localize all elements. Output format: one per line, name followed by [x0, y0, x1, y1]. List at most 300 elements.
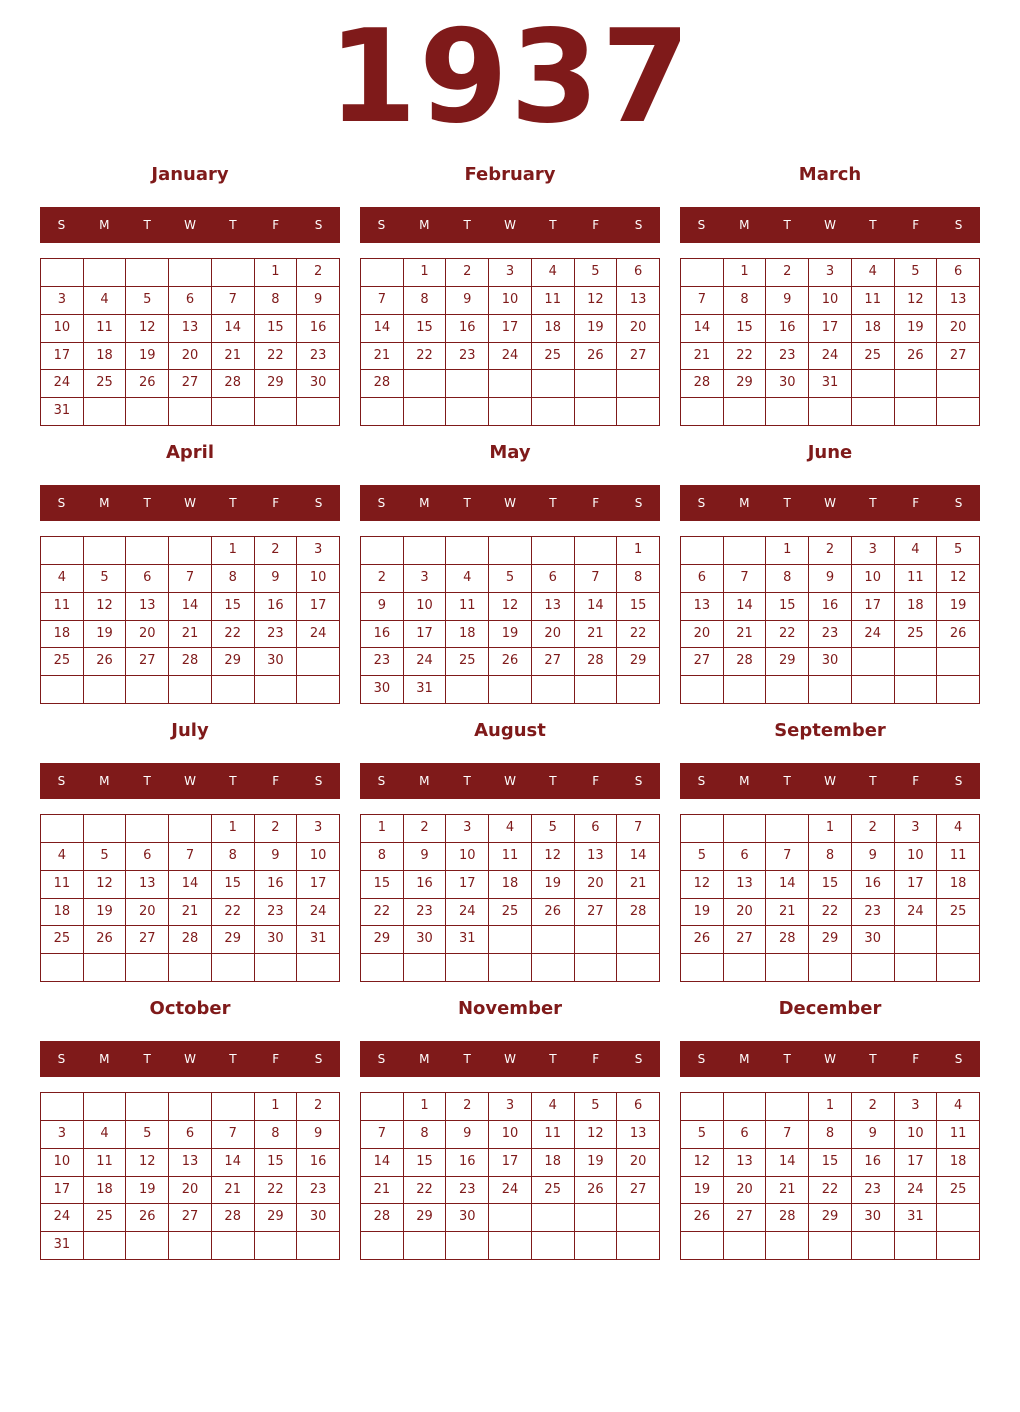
empty-day-cell — [126, 259, 169, 287]
empty-day-cell — [361, 1232, 404, 1260]
weekday-label: S — [634, 496, 643, 510]
day-cell: 12 — [575, 1121, 618, 1149]
empty-day-cell — [617, 1204, 660, 1232]
day-cell: 3 — [446, 815, 489, 843]
day-cell: 20 — [937, 315, 980, 343]
empty-day-cell — [766, 954, 809, 982]
empty-day-cell — [895, 676, 938, 704]
empty-day-cell — [937, 648, 980, 676]
weekday-label: T — [549, 218, 557, 232]
weekday-label: T — [869, 218, 877, 232]
day-cell: 25 — [446, 648, 489, 676]
month-name: November — [457, 998, 563, 1019]
weekday-label: S — [314, 496, 323, 510]
empty-day-cell — [852, 954, 895, 982]
day-cell: 9 — [446, 1121, 489, 1149]
day-cell: 30 — [404, 926, 447, 954]
empty-day-cell — [255, 1232, 298, 1260]
day-cell: 7 — [766, 1121, 809, 1149]
day-cell: 3 — [895, 815, 938, 843]
empty-day-cell — [766, 815, 809, 843]
empty-day-cell — [489, 370, 532, 398]
day-cell: 17 — [41, 1177, 84, 1205]
day-cell: 20 — [532, 621, 575, 649]
day-cell: 29 — [724, 370, 767, 398]
day-cell: 1 — [404, 259, 447, 287]
day-cell: 5 — [126, 1121, 169, 1149]
day-cell: 24 — [41, 1204, 84, 1232]
day-cell: 1 — [809, 1093, 852, 1121]
day-cell: 23 — [255, 899, 298, 927]
empty-day-cell — [212, 1093, 255, 1121]
empty-day-cell — [852, 676, 895, 704]
empty-day-cell — [532, 370, 575, 398]
day-cell: 10 — [895, 843, 938, 871]
month-august — [360, 721, 660, 986]
day-cell: 6 — [724, 1121, 767, 1149]
month-july — [40, 721, 340, 986]
day-cell: 5 — [895, 259, 938, 287]
empty-day-cell — [681, 398, 724, 426]
weekday-label: M — [739, 218, 750, 232]
day-cell: 15 — [212, 871, 255, 899]
day-cell: 27 — [724, 1204, 767, 1232]
weekday-label: S — [697, 218, 706, 232]
day-cell: 5 — [575, 259, 618, 287]
weekday-label: T — [229, 496, 237, 510]
day-cell: 10 — [446, 843, 489, 871]
empty-day-cell — [532, 676, 575, 704]
empty-day-cell — [404, 537, 447, 565]
day-cell: 21 — [361, 1177, 404, 1205]
day-cell: 23 — [446, 1177, 489, 1205]
day-cell: 13 — [126, 593, 169, 621]
day-cell: 12 — [84, 593, 127, 621]
day-cell: 26 — [84, 926, 127, 954]
day-cell: 29 — [809, 1204, 852, 1232]
day-cell: 29 — [404, 1204, 447, 1232]
weekday-label: W — [824, 1052, 836, 1066]
empty-day-cell — [575, 954, 618, 982]
day-cell: 3 — [297, 815, 340, 843]
day-cell: 23 — [852, 899, 895, 927]
day-cell: 29 — [809, 926, 852, 954]
day-cell: 7 — [575, 565, 618, 593]
day-cell: 29 — [212, 648, 255, 676]
day-cell: 4 — [937, 1093, 980, 1121]
day-grid — [40, 1092, 340, 1260]
month-march — [680, 165, 980, 430]
weekday-label: S — [57, 218, 66, 232]
day-cell: 19 — [84, 621, 127, 649]
day-cell: 21 — [169, 899, 212, 927]
day-cell: 4 — [84, 1121, 127, 1149]
weekday-label: M — [99, 1052, 110, 1066]
weekday-label: T — [783, 774, 791, 788]
day-cell: 24 — [297, 621, 340, 649]
day-cell: 9 — [297, 287, 340, 315]
empty-day-cell — [361, 537, 404, 565]
day-cell: 6 — [169, 287, 212, 315]
day-cell: 16 — [852, 871, 895, 899]
day-cell: 30 — [766, 370, 809, 398]
weekday-label: W — [504, 218, 516, 232]
day-cell: 15 — [255, 1149, 298, 1177]
day-cell: 20 — [681, 621, 724, 649]
weekday-label: T — [783, 218, 791, 232]
empty-day-cell — [297, 1232, 340, 1260]
empty-day-cell — [212, 1232, 255, 1260]
empty-day-cell — [681, 537, 724, 565]
weekday-header — [40, 763, 340, 799]
day-cell: 18 — [446, 621, 489, 649]
weekday-label: T — [229, 774, 237, 788]
empty-day-cell — [84, 1093, 127, 1121]
weekday-label: T — [143, 1052, 151, 1066]
weekday-label: F — [272, 496, 280, 510]
day-cell: 22 — [724, 343, 767, 371]
weekday-header — [680, 763, 980, 799]
day-cell: 4 — [937, 815, 980, 843]
weekday-label: F — [592, 774, 600, 788]
weekday-label: T — [869, 1052, 877, 1066]
empty-day-cell — [766, 398, 809, 426]
day-cell: 28 — [169, 926, 212, 954]
day-cell: 8 — [724, 287, 767, 315]
day-grid — [680, 536, 980, 704]
weekday-header — [360, 763, 660, 799]
day-cell: 27 — [617, 343, 660, 371]
day-cell: 18 — [937, 871, 980, 899]
empty-day-cell — [169, 398, 212, 426]
empty-day-cell — [575, 537, 618, 565]
empty-day-cell — [937, 1204, 980, 1232]
empty-day-cell — [446, 676, 489, 704]
month-name: January — [151, 164, 229, 185]
weekday-label: W — [504, 774, 516, 788]
empty-day-cell — [84, 676, 127, 704]
weekday-header — [40, 485, 340, 521]
day-cell: 14 — [212, 1149, 255, 1177]
day-cell: 1 — [766, 537, 809, 565]
day-cell: 19 — [575, 1149, 618, 1177]
day-cell: 28 — [212, 370, 255, 398]
empty-day-cell — [84, 259, 127, 287]
day-cell: 22 — [809, 899, 852, 927]
day-cell: 16 — [255, 593, 298, 621]
day-cell: 2 — [766, 259, 809, 287]
day-cell: 16 — [446, 1149, 489, 1177]
empty-day-cell — [446, 1232, 489, 1260]
empty-day-cell — [766, 1232, 809, 1260]
empty-day-cell — [724, 1093, 767, 1121]
empty-day-cell — [126, 676, 169, 704]
day-cell: 15 — [809, 871, 852, 899]
weekday-label: S — [634, 218, 643, 232]
day-cell: 9 — [852, 843, 895, 871]
month-name: March — [798, 164, 862, 185]
day-cell: 30 — [852, 926, 895, 954]
month-november — [360, 999, 660, 1264]
weekday-label: M — [419, 1052, 430, 1066]
day-cell: 16 — [809, 593, 852, 621]
weekday-label: F — [272, 1052, 280, 1066]
weekday-label: S — [954, 218, 963, 232]
day-cell: 1 — [724, 259, 767, 287]
day-cell: 16 — [255, 871, 298, 899]
day-cell: 16 — [297, 1149, 340, 1177]
day-cell: 23 — [297, 343, 340, 371]
day-cell: 11 — [41, 871, 84, 899]
day-cell: 1 — [212, 537, 255, 565]
month-name: October — [149, 998, 231, 1019]
day-cell: 16 — [852, 1149, 895, 1177]
day-grid — [40, 536, 340, 704]
empty-day-cell — [681, 1232, 724, 1260]
day-cell: 2 — [255, 815, 298, 843]
day-cell: 10 — [41, 1149, 84, 1177]
day-cell: 9 — [255, 843, 298, 871]
day-cell: 4 — [895, 537, 938, 565]
weekday-label: S — [377, 496, 386, 510]
empty-day-cell — [852, 1232, 895, 1260]
weekday-label: S — [697, 496, 706, 510]
day-cell: 8 — [404, 287, 447, 315]
empty-day-cell — [404, 370, 447, 398]
empty-day-cell — [895, 398, 938, 426]
day-cell: 12 — [895, 287, 938, 315]
weekday-label: S — [954, 774, 963, 788]
day-cell: 4 — [41, 843, 84, 871]
empty-day-cell — [255, 398, 298, 426]
day-cell: 5 — [575, 1093, 618, 1121]
month-may — [360, 443, 660, 708]
day-cell: 7 — [169, 843, 212, 871]
day-cell: 2 — [446, 259, 489, 287]
empty-day-cell — [41, 954, 84, 982]
empty-day-cell — [532, 398, 575, 426]
day-cell: 28 — [766, 1204, 809, 1232]
weekday-label: M — [739, 496, 750, 510]
empty-day-cell — [126, 1093, 169, 1121]
empty-day-cell — [255, 954, 298, 982]
day-cell: 8 — [212, 843, 255, 871]
day-cell: 2 — [852, 1093, 895, 1121]
empty-day-cell — [895, 926, 938, 954]
day-cell: 28 — [766, 926, 809, 954]
day-cell: 11 — [532, 1121, 575, 1149]
weekday-label: S — [314, 1052, 323, 1066]
empty-day-cell — [84, 954, 127, 982]
day-cell: 28 — [681, 370, 724, 398]
day-cell: 5 — [84, 843, 127, 871]
day-cell: 18 — [41, 621, 84, 649]
day-cell: 5 — [532, 815, 575, 843]
day-cell: 10 — [489, 1121, 532, 1149]
day-cell: 17 — [489, 315, 532, 343]
empty-day-cell — [404, 398, 447, 426]
empty-day-cell — [617, 398, 660, 426]
empty-day-cell — [126, 1232, 169, 1260]
day-cell: 20 — [724, 1177, 767, 1205]
empty-day-cell — [681, 954, 724, 982]
weekday-label: T — [229, 1052, 237, 1066]
day-cell: 11 — [41, 593, 84, 621]
day-cell: 2 — [852, 815, 895, 843]
weekday-label: W — [824, 496, 836, 510]
day-cell: 4 — [532, 259, 575, 287]
day-cell: 6 — [617, 1093, 660, 1121]
day-cell: 11 — [895, 565, 938, 593]
day-cell: 7 — [361, 287, 404, 315]
day-cell: 3 — [41, 287, 84, 315]
day-cell: 9 — [297, 1121, 340, 1149]
empty-day-cell — [532, 926, 575, 954]
empty-day-cell — [724, 537, 767, 565]
day-cell: 23 — [446, 343, 489, 371]
day-grid — [360, 258, 660, 426]
day-cell: 15 — [809, 1149, 852, 1177]
empty-day-cell — [724, 1232, 767, 1260]
day-cell: 25 — [895, 621, 938, 649]
day-cell: 8 — [361, 843, 404, 871]
day-cell: 24 — [446, 899, 489, 927]
day-cell: 7 — [724, 565, 767, 593]
day-cell: 20 — [169, 343, 212, 371]
day-cell: 5 — [937, 537, 980, 565]
weekday-label: M — [99, 774, 110, 788]
weekday-label: F — [272, 218, 280, 232]
weekday-label: W — [184, 1052, 196, 1066]
day-cell: 25 — [489, 899, 532, 927]
weekday-label: W — [504, 1052, 516, 1066]
weekday-label: F — [592, 496, 600, 510]
day-cell: 2 — [297, 259, 340, 287]
day-cell: 21 — [361, 343, 404, 371]
day-cell: 11 — [937, 1121, 980, 1149]
day-cell: 11 — [446, 593, 489, 621]
day-cell: 19 — [532, 871, 575, 899]
empty-day-cell — [297, 954, 340, 982]
empty-day-cell — [169, 1232, 212, 1260]
day-grid — [360, 536, 660, 704]
day-cell: 21 — [724, 621, 767, 649]
day-cell: 18 — [532, 1149, 575, 1177]
day-cell: 12 — [681, 871, 724, 899]
day-cell: 23 — [404, 899, 447, 927]
empty-day-cell — [937, 398, 980, 426]
empty-day-cell — [489, 676, 532, 704]
day-cell: 17 — [297, 593, 340, 621]
weekday-label: T — [463, 1052, 471, 1066]
day-cell: 18 — [84, 1177, 127, 1205]
day-cell: 8 — [212, 565, 255, 593]
day-cell: 19 — [895, 315, 938, 343]
empty-day-cell — [532, 954, 575, 982]
weekday-header — [40, 1041, 340, 1077]
day-cell: 1 — [255, 1093, 298, 1121]
day-cell: 14 — [766, 871, 809, 899]
day-cell: 12 — [126, 1149, 169, 1177]
day-cell: 25 — [41, 926, 84, 954]
day-cell: 9 — [852, 1121, 895, 1149]
day-cell: 14 — [361, 1149, 404, 1177]
day-cell: 30 — [297, 1204, 340, 1232]
day-cell: 12 — [84, 871, 127, 899]
day-cell: 15 — [404, 315, 447, 343]
day-cell: 27 — [724, 926, 767, 954]
weekday-label: M — [419, 218, 430, 232]
empty-day-cell — [724, 954, 767, 982]
weekday-label: F — [592, 1052, 600, 1066]
empty-day-cell — [126, 398, 169, 426]
day-cell: 19 — [937, 593, 980, 621]
day-cell: 16 — [446, 315, 489, 343]
day-cell: 6 — [681, 565, 724, 593]
day-grid — [360, 814, 660, 982]
weekday-label: T — [549, 774, 557, 788]
empty-day-cell — [41, 259, 84, 287]
day-cell: 21 — [169, 621, 212, 649]
day-cell: 24 — [895, 899, 938, 927]
day-cell: 20 — [724, 899, 767, 927]
weekday-label: T — [143, 774, 151, 788]
day-cell: 18 — [41, 899, 84, 927]
day-cell: 4 — [489, 815, 532, 843]
day-cell: 11 — [489, 843, 532, 871]
day-cell: 8 — [404, 1121, 447, 1149]
day-cell: 6 — [617, 259, 660, 287]
weekday-label: S — [57, 1052, 66, 1066]
day-cell: 14 — [681, 315, 724, 343]
empty-day-cell — [361, 954, 404, 982]
weekday-label: F — [912, 1052, 920, 1066]
day-cell: 24 — [41, 370, 84, 398]
weekday-label: M — [419, 774, 430, 788]
month-october — [40, 999, 340, 1264]
day-cell: 24 — [895, 1177, 938, 1205]
empty-day-cell — [575, 1232, 618, 1260]
day-cell: 13 — [724, 1149, 767, 1177]
day-cell: 5 — [681, 1121, 724, 1149]
day-cell: 22 — [404, 1177, 447, 1205]
weekday-label: T — [463, 218, 471, 232]
empty-day-cell — [84, 815, 127, 843]
empty-day-cell — [84, 537, 127, 565]
day-cell: 30 — [255, 648, 298, 676]
day-cell: 7 — [169, 565, 212, 593]
day-cell: 28 — [617, 899, 660, 927]
day-cell: 21 — [766, 1177, 809, 1205]
day-cell: 16 — [361, 621, 404, 649]
weekday-label: M — [99, 496, 110, 510]
empty-day-cell — [489, 954, 532, 982]
empty-day-cell — [41, 815, 84, 843]
day-cell: 30 — [297, 370, 340, 398]
month-name: July — [171, 720, 209, 741]
weekday-label: S — [314, 218, 323, 232]
day-cell: 27 — [937, 343, 980, 371]
month-name: August — [474, 720, 546, 741]
day-cell: 2 — [255, 537, 298, 565]
day-cell: 12 — [681, 1149, 724, 1177]
day-cell: 9 — [361, 593, 404, 621]
day-cell: 22 — [617, 621, 660, 649]
day-cell: 27 — [126, 648, 169, 676]
day-cell: 22 — [255, 343, 298, 371]
day-cell: 12 — [937, 565, 980, 593]
day-cell: 15 — [617, 593, 660, 621]
